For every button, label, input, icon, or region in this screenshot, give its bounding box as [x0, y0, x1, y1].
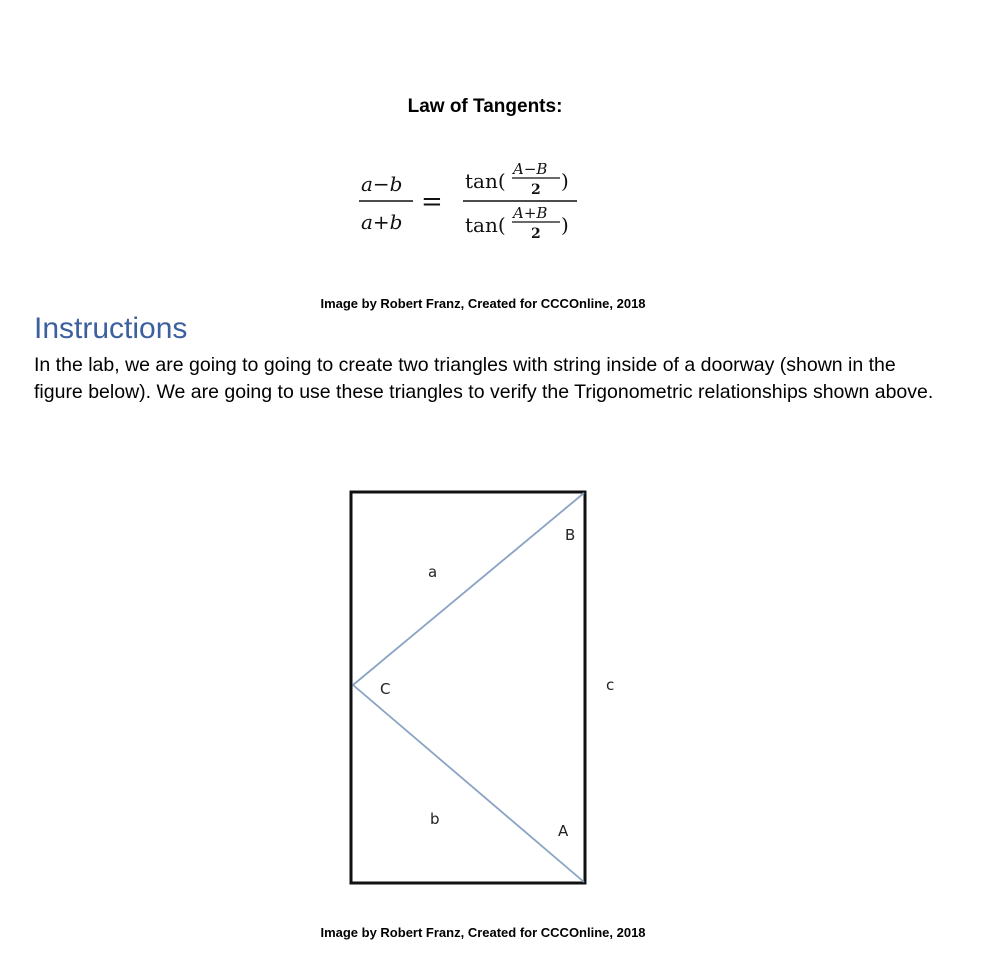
formula-caption: Image by Robert Franz, Created for CCCOnline, 2018: [320, 296, 646, 311]
diagram-caption: Image by Robert Franz, Created for CCCOnline, 2018: [320, 925, 646, 940]
rhs-denominator-tan: tan(: [465, 213, 506, 237]
doorway-triangle-diagram: [340, 482, 640, 892]
rhs-denominator-divisor: 2: [531, 226, 541, 242]
label-side-a: a: [428, 563, 438, 581]
label-angle-B: B: [565, 526, 576, 544]
lhs-denominator: a+b: [361, 210, 403, 234]
rhs-numerator-arg: A−B: [513, 160, 548, 178]
lhs-numerator: a−b: [361, 172, 403, 196]
formula-title: Law of Tangents:: [407, 96, 563, 117]
rhs-numerator-divisor: 2: [531, 182, 541, 198]
rhs-numerator-tan: tan(: [465, 169, 506, 193]
label-side-c: c: [606, 676, 615, 694]
rhs-numerator-close: ): [561, 169, 569, 193]
label-angle-C: C: [380, 680, 391, 698]
law-of-tangents-formula: [355, 158, 595, 248]
equals-sign: =: [421, 187, 443, 217]
rhs-denominator-arg: A+B: [513, 204, 548, 222]
segment-a: [353, 493, 584, 685]
label-angle-A: A: [558, 822, 569, 840]
label-side-b: b: [430, 810, 440, 828]
rhs-denominator-close: ): [561, 213, 569, 237]
instructions-heading: Instructions: [34, 312, 188, 345]
segment-b: [353, 685, 584, 882]
instructions-body: In the lab, we are going to going to create two triangles with string inside of a doorway (shown in the figure below). We are going to use these triangles to verify the Trigonometric relationships shown above.: [34, 354, 934, 403]
